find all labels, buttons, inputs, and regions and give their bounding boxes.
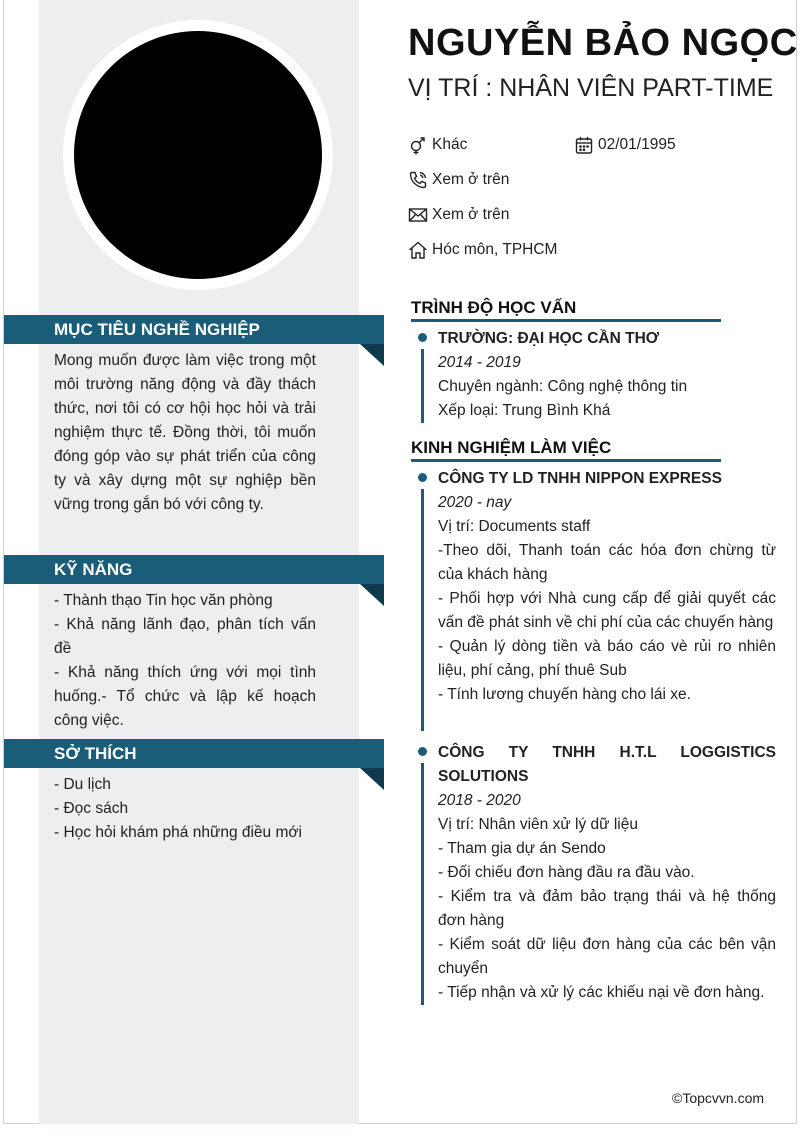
skills-list (54, 589, 316, 733)
timeline-dot (418, 333, 427, 342)
email-info (408, 204, 509, 226)
address-value: Hóc môn, TPHCM (432, 241, 558, 258)
objective-text (54, 349, 316, 517)
address-info (408, 239, 557, 261)
job-duty: - Tham gia dự án Sendo (438, 840, 606, 857)
calendar-icon (574, 135, 594, 155)
gender-info (408, 134, 467, 156)
objective-heading-fold (360, 344, 384, 366)
copyright: ©Topcvvn.com (672, 1090, 765, 1106)
experience-heading: KINH NGHIỆM LÀM VIỆC (411, 438, 721, 462)
avatar (63, 20, 333, 290)
skill-item: - Khả năng thích ứng với mọi tình huống.- Tổ chức và lập kế hoạch công việc. (54, 664, 316, 729)
gender-icon (408, 135, 428, 155)
education-grade: Xếp loại: Trung Bình Khá (438, 402, 611, 419)
timeline-line (421, 349, 424, 423)
dob-info (574, 134, 676, 156)
home-icon (408, 240, 428, 260)
education-entry (420, 327, 776, 423)
job-duty: - Kiểm soát dữ liệu đơn hàng của các bên vận chuyển (438, 936, 776, 977)
skills-heading-fold (360, 584, 384, 606)
hobby-item: - Du lịch (54, 776, 111, 793)
candidate-position: VỊ TRÍ : NHÂN VIÊN PART-TIME (408, 74, 774, 102)
objective-paragraph: Mong muốn được làm việc trong một môi trường năng động và đầy thách thức, nơi tôi có cơ hội học hỏi và trải nghiệm thực tế. Đồng thời, tôi muốn đóng góp vào sự phát triển của công ty và xây dựng một sự nghiệp bền vững trong gắn bó với công ty. (54, 352, 316, 513)
job-duty: - Tính lương chuyến hàng cho lái xe. (438, 686, 691, 703)
job-company: CÔNG TY TNHH H.T.L LOGGISTICS SOLUTIONS (438, 744, 776, 785)
timeline-dot (418, 473, 427, 482)
envelope-icon (408, 205, 428, 225)
gender-value: Khác (432, 136, 468, 153)
phone-value: Xem ở trên (432, 171, 510, 188)
skills-heading: KỸ NĂNG (4, 555, 384, 584)
education-heading: TRÌNH ĐỘ HỌC VẤN (411, 298, 721, 322)
job-role: Vị trí: Documents staff (438, 518, 591, 535)
skill-item: - Khả năng lãnh đạo, phân tích vấn đề (54, 616, 316, 657)
job-duty: - Kiểm tra và đảm bảo trạng thái và hệ thống đơn hàng (438, 888, 776, 929)
job-duty: - Đối chiếu đơn hàng đầu ra đầu vào. (438, 864, 695, 881)
job-entry (420, 467, 776, 707)
avatar-photo (74, 31, 322, 279)
hobbies-heading: SỞ THÍCH (4, 739, 384, 768)
timeline-line (421, 763, 424, 1005)
job-duty: -Theo dõi, Thanh toán các hóa đơn chừng từ của khách hàng (438, 542, 776, 583)
timeline-line (421, 489, 424, 731)
job-duty: - Tiếp nhận và xử lý các khiếu nại về đơn hàng. (438, 984, 765, 1001)
skill-item: - Thành thạo Tin học văn phòng (54, 592, 273, 609)
hobbies-heading-fold (360, 768, 384, 790)
job-period: 2020 - nay (438, 494, 512, 511)
hobby-item: - Học hỏi khám phá những điều mới (54, 824, 302, 841)
job-company: CÔNG TY LD TNHH NIPPON EXPRESS (438, 470, 722, 487)
job-entry (420, 741, 776, 1005)
job-duty: - Phối hợp với Nhà cung cấp để giải quyết các vấn đề phát sinh về chi phí của các chuyến hàng (438, 590, 776, 631)
timeline-dot (418, 747, 427, 756)
hobby-item: - Đọc sách (54, 800, 129, 817)
education-period: 2014 - 2019 (438, 354, 521, 371)
email-value: Xem ở trên (432, 206, 510, 223)
education-major: Chuyên ngành: Công nghệ thông tin (438, 378, 688, 395)
dob-value: 02/01/1995 (598, 136, 676, 153)
objective-heading: MỤC TIÊU NGHỀ NGHIỆP (4, 315, 384, 344)
job-duty: - Quản lý dòng tiền và báo cáo vè rủi ro nhiên liệu, phí cảng, phí thuê Sub (438, 638, 776, 679)
job-role: Vị trí: Nhân viên xử lý dữ liệu (438, 816, 638, 833)
phone-icon (408, 170, 428, 190)
school-name: TRƯỜNG: ĐẠI HỌC CẦN THƠ (438, 330, 659, 347)
hobbies-list (54, 773, 316, 845)
candidate-name: NGUYỄN BẢO NGỌC (408, 22, 798, 64)
job-period: 2018 - 2020 (438, 792, 521, 809)
phone-info (408, 169, 509, 191)
